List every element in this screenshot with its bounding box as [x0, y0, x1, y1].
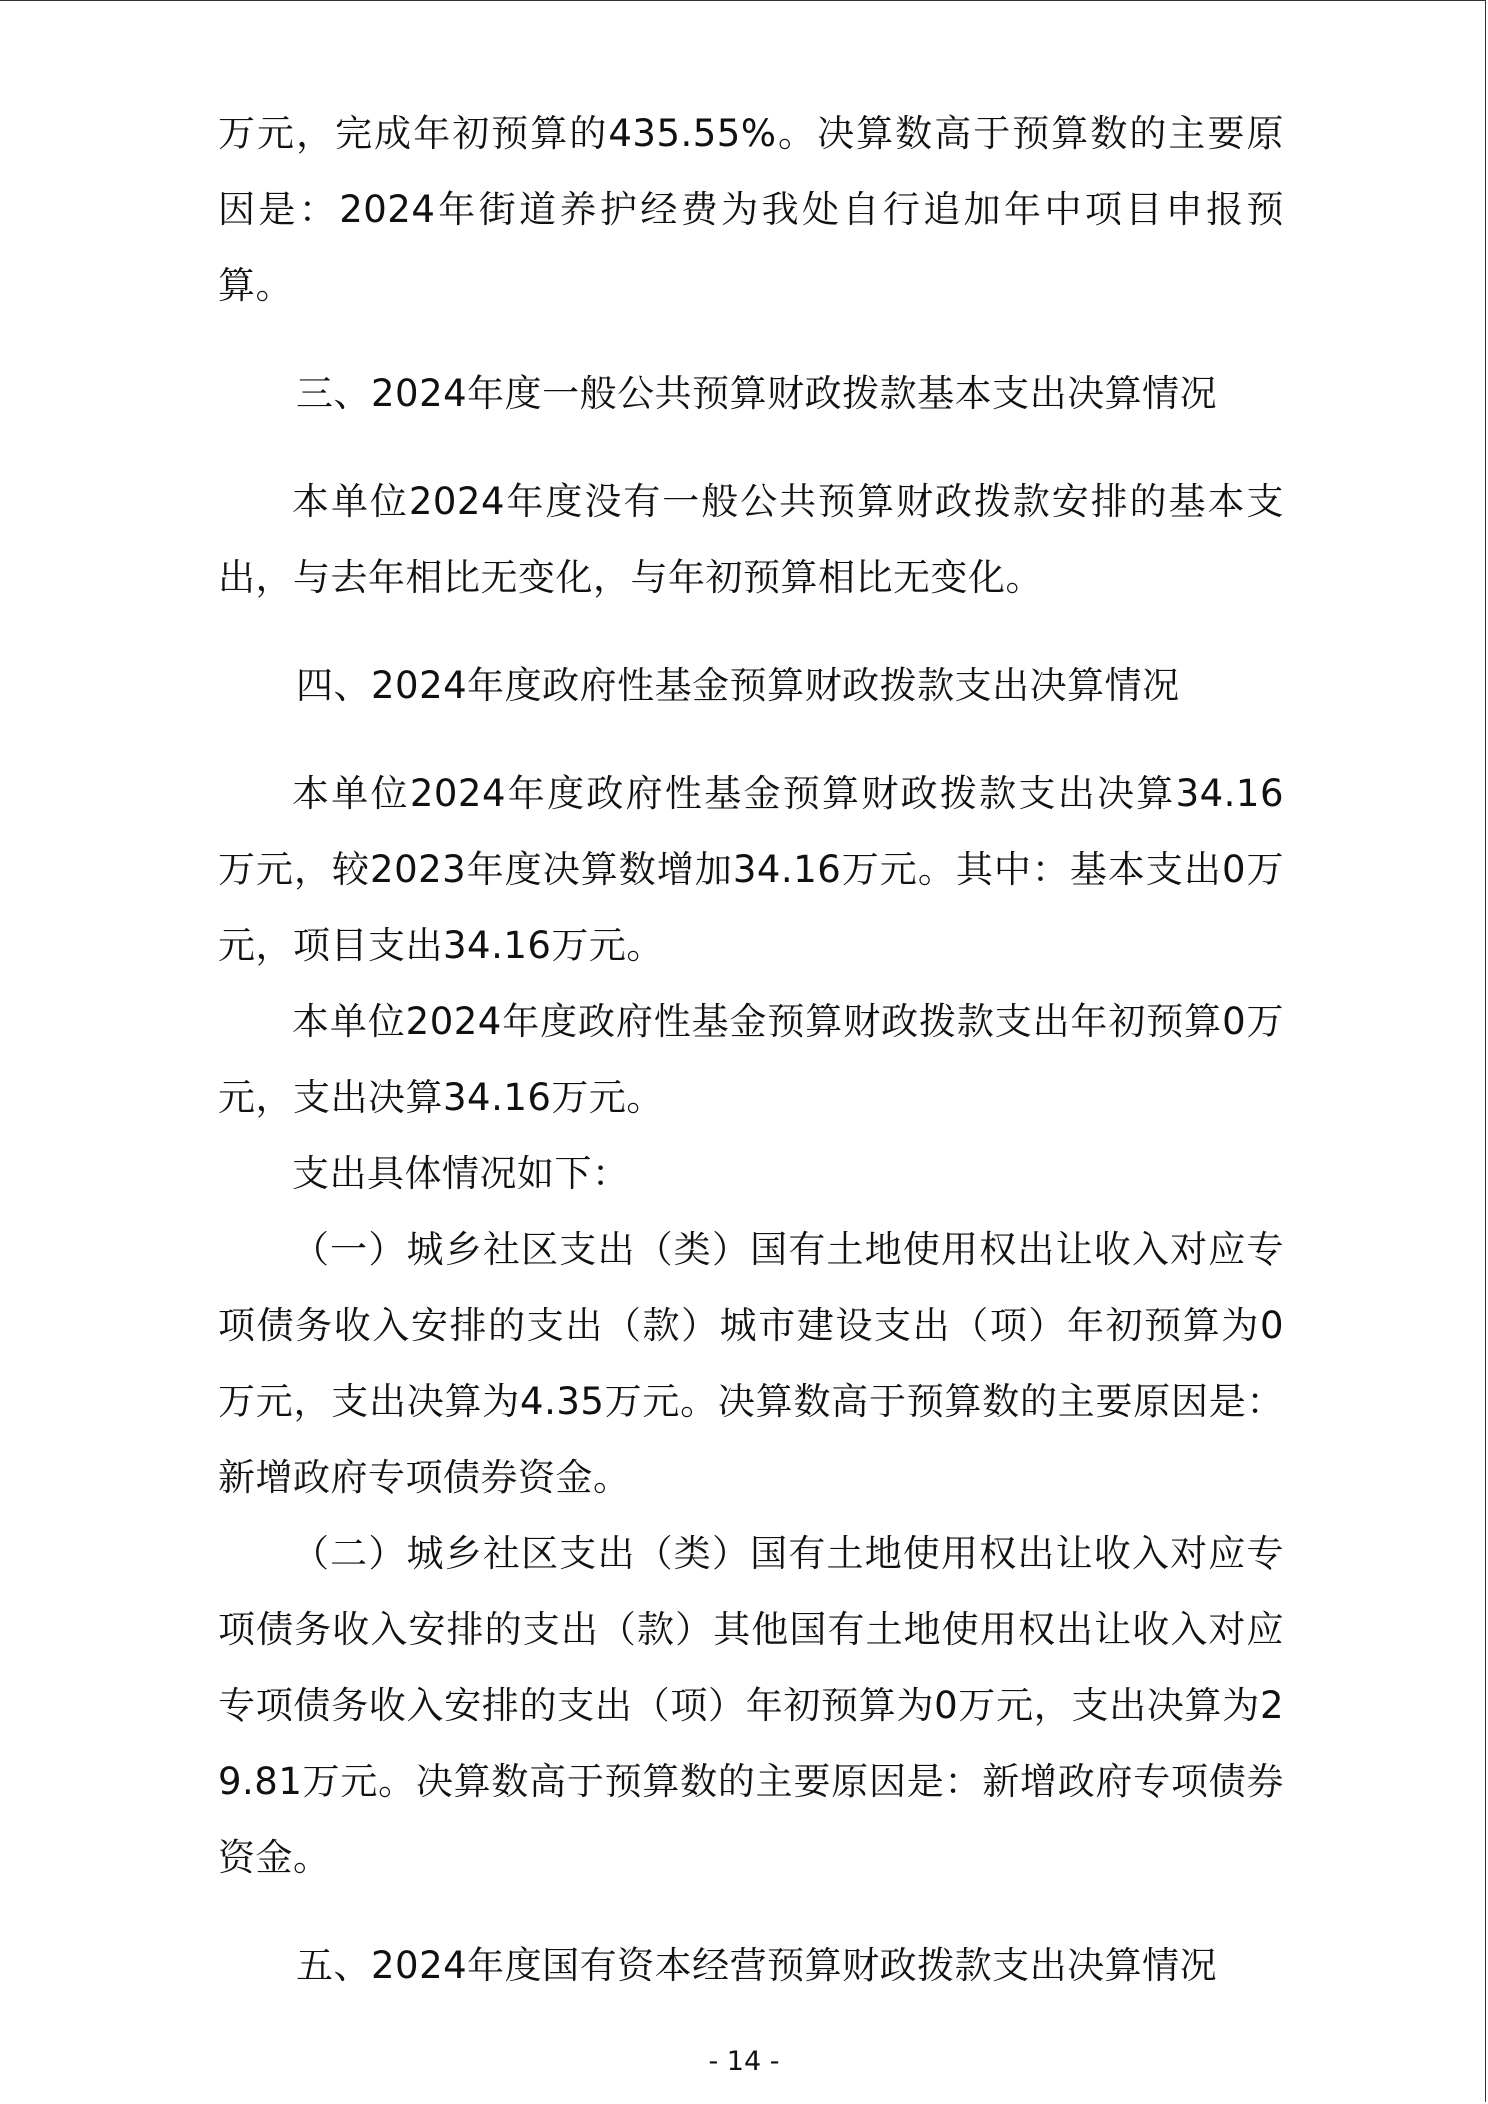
- section-4-heading: 四、2024年度政府性基金预算财政拨款支出决算情况: [296, 664, 1180, 707]
- section-3-paragraph: 本单位2024年度没有一般公共预算财政拨款安排的基本支出，与去年相比无变化，与年初预算相比无变化。: [218, 480, 1284, 599]
- section-4-item-1: （一）城乡社区支出（类）国有土地使用权出让收入对应专项债务收入安排的支出（款）城市建设支出（项）年初预算为0万元，支出决算为4.35万元。决算数高于预算数的主要原因是：新增政府专项债券资金。: [218, 1228, 1284, 1499]
- section-4-paragraph-2: 本单位2024年度政府性基金预算财政拨款支出年初预算0万元，支出决算34.16万元。: [218, 1000, 1284, 1119]
- section-4-paragraph-1: 本单位2024年度政府性基金预算财政拨款支出决算34.16万元，较2023年度决算数增加34.16万元。其中：基本支出0万元，项目支出34.16万元。: [218, 772, 1284, 967]
- page-number: - 14 -: [708, 2046, 780, 2077]
- section-3-heading: 三、2024年度一般公共预算财政拨款基本支出决算情况: [296, 372, 1218, 415]
- continuation-paragraph: 万元，完成年初预算的435.55%。决算数高于预算数的主要原因是：2024年街道养护经费为我处自行追加年中项目申报预算。: [218, 112, 1284, 307]
- section-4-item-2: （二）城乡社区支出（类）国有土地使用权出让收入对应专项债务收入安排的支出（款）其他国有土地使用权出让收入对应专项债务收入安排的支出（项）年初预算为0万元，支出决算为29.81万元。决算数高于预算数的主要原因是：新增政府专项债券资金。: [218, 1532, 1284, 1879]
- section-5-heading: 五、2024年度国有资本经营预算财政拨款支出决算情况: [296, 1944, 1218, 1987]
- section-4-paragraph-3: 支出具体情况如下：: [292, 1152, 630, 1195]
- document-body: [218, 96, 1284, 2004]
